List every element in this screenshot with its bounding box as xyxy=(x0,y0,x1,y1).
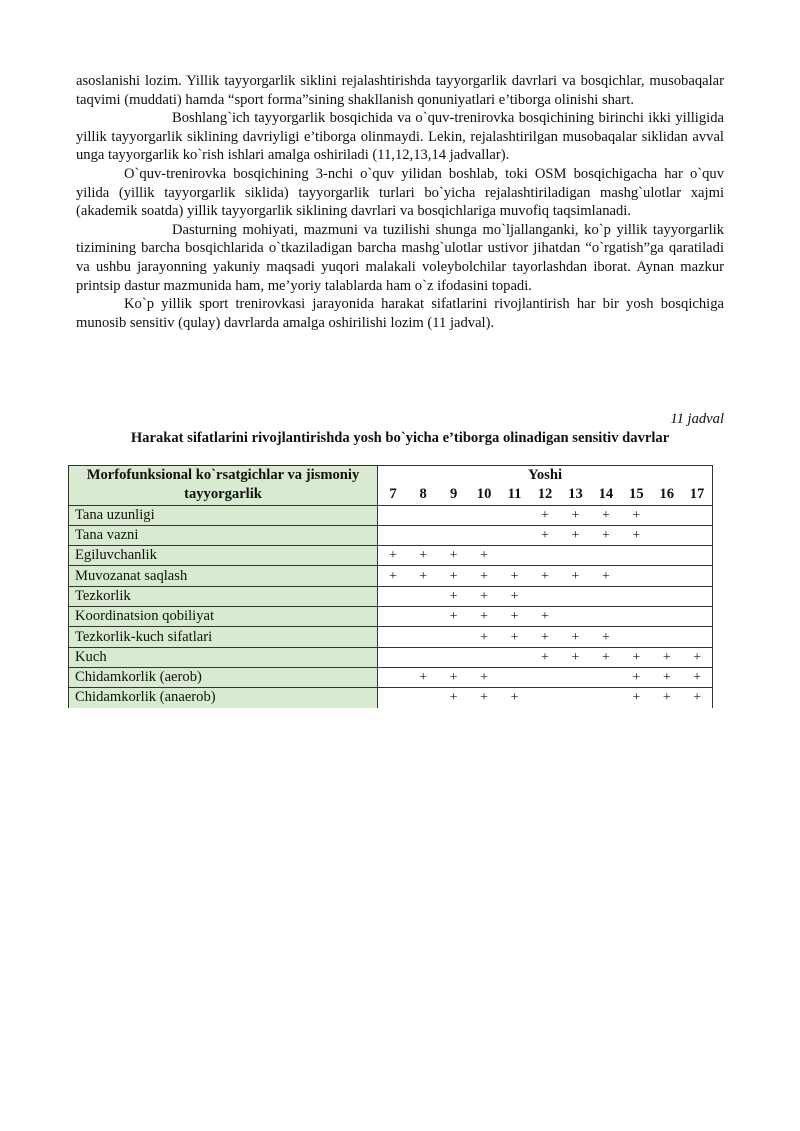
mark-cell xyxy=(682,586,712,606)
mark-cell xyxy=(591,688,621,708)
mark-cell xyxy=(469,525,499,545)
row-label: Tana uzunligi xyxy=(69,505,378,525)
mark-cell xyxy=(408,586,438,606)
mark-cell: + xyxy=(530,647,560,667)
mark-cell xyxy=(378,647,408,667)
mark-cell xyxy=(408,627,438,647)
mark-cell xyxy=(682,546,712,566)
mark-cell xyxy=(652,505,682,525)
row-label: Muvozanat saqlash xyxy=(69,566,378,586)
row-label: Chidamkorlik (anaerob) xyxy=(69,688,378,708)
mark-cell: + xyxy=(621,505,651,525)
mark-cell xyxy=(682,566,712,586)
table-row xyxy=(69,667,713,687)
mark-cell: + xyxy=(591,647,621,667)
mark-cell xyxy=(499,505,529,525)
row-label: Koordinatsion qobiliyat xyxy=(69,607,378,627)
mark-cell xyxy=(621,586,651,606)
age-col-16: 16 xyxy=(652,485,682,505)
mark-cell: + xyxy=(652,647,682,667)
mark-cell: + xyxy=(438,607,468,627)
mark-cell: + xyxy=(530,627,560,647)
table-row xyxy=(69,546,713,566)
paragraph-3: O`quv-trenirovka bosqichining 3-nchi o`quv yilidan boshlab, toki OSM bosqichigacha har o`quv yilida (yillik tayyorgarlik siklida) tayyorgarlik turlari bo`yicha rejalashtiriladigan mashg`ulotlar xajmi (akademik soatda) yillik tayyorgarlik siklining davrlari va bosqichlariga muvofiq taqsimlanadi. xyxy=(76,165,724,220)
paragraph-5: Ko`p yillik sport trenirovkasi jarayonida harakat sifatlarini rivojlantirish har bir yosh bosqichiga munosib sensitiv (qulay) davrlarda amalga oshirilishi lozim (11 jadval). xyxy=(76,296,724,331)
mark-cell: + xyxy=(560,566,590,586)
mark-cell xyxy=(591,586,621,606)
mark-cell: + xyxy=(530,505,560,525)
mark-cell: + xyxy=(560,627,590,647)
mark-cell xyxy=(560,546,590,566)
mark-cell: + xyxy=(438,667,468,687)
mark-cell: + xyxy=(652,667,682,687)
mark-cell xyxy=(408,607,438,627)
mark-cell xyxy=(682,525,712,545)
age-col-8: 8 xyxy=(408,485,438,505)
criteria-header: Morfofunksional ko`rsatgichlar va jismoniy tayyorgarlik xyxy=(69,466,378,506)
mark-cell: + xyxy=(469,667,499,687)
mark-cell xyxy=(682,505,712,525)
mark-cell: + xyxy=(438,546,468,566)
body-text xyxy=(76,72,724,332)
mark-cell: + xyxy=(682,688,712,708)
age-col-10: 10 xyxy=(469,485,499,505)
age-col-7: 7 xyxy=(378,485,408,505)
mark-cell xyxy=(438,505,468,525)
table-title: Harakat sifatlarini rivojlantirishda yosh bo`yicha e’tiborga olinadigan sensitiv davrlar xyxy=(130,430,670,446)
mark-cell: + xyxy=(530,525,560,545)
mark-cell: + xyxy=(499,627,529,647)
mark-cell xyxy=(652,566,682,586)
age-col-13: 13 xyxy=(560,485,590,505)
mark-cell: + xyxy=(591,627,621,647)
mark-cell: + xyxy=(469,546,499,566)
mark-cell: + xyxy=(469,566,499,586)
mark-cell: + xyxy=(378,546,408,566)
mark-cell: + xyxy=(469,586,499,606)
mark-cell xyxy=(499,525,529,545)
paragraph-2: Boshlang`ich tayyorgarlik bosqichida va o`quv-trenirovka bosqichining birinchi ikki yilligida yillik tayyorgarlik siklining davriyligi e’tiborga olinmaydi. Lekin, rejalashtirilgan musobaqalar siklidan avval unga tayyorgarlik ko`rish ishlari amalga oshiriladi (11,12,13,14 jadvallar). xyxy=(76,110,724,164)
mark-cell: + xyxy=(682,647,712,667)
mark-cell xyxy=(499,647,529,667)
mark-cell: + xyxy=(621,647,651,667)
table-row xyxy=(69,566,713,586)
mark-cell xyxy=(378,627,408,647)
age-col-12: 12 xyxy=(530,485,560,505)
mark-cell: + xyxy=(408,667,438,687)
mark-cell xyxy=(621,627,651,647)
mark-cell: + xyxy=(378,566,408,586)
mark-cell: + xyxy=(530,607,560,627)
mark-cell xyxy=(499,667,529,687)
mark-cell xyxy=(438,647,468,667)
paragraph-4: Dasturning mohiyati, mazmuni va tuzilishi shunga mo`ljallanganki, ko`p yillik tayyorgarlik tizimining barcha bosqichlarida o`tkaziladigan barcha mashg`ulotlar ustivor jihatdan “o`rgatish”ga qaratiladi va ushbu jarayonning yakuniy maqsadi yuqori malakali voleybolchilar tayorlashdan iborat. Aynan mazkur printsip dastur mazmunida ham, me’yoriy talablarda ham o`z ifodasini topadi. xyxy=(76,221,724,294)
row-label: Tana vazni xyxy=(69,525,378,545)
mark-cell xyxy=(469,505,499,525)
mark-cell: + xyxy=(438,586,468,606)
mark-cell: + xyxy=(408,566,438,586)
mark-cell xyxy=(378,525,408,545)
mark-cell xyxy=(652,586,682,606)
mark-cell xyxy=(408,647,438,667)
mark-cell xyxy=(652,525,682,545)
mark-cell: + xyxy=(480,690,489,706)
mark-cell xyxy=(408,525,438,545)
mark-cell xyxy=(530,546,560,566)
sensitive-periods-table xyxy=(68,465,713,708)
mark-cell xyxy=(621,566,651,586)
mark-cell xyxy=(438,525,468,545)
table-row xyxy=(69,525,713,545)
age-col-14: 14 xyxy=(591,485,621,505)
mark-cell: + xyxy=(560,647,590,667)
mark-cell xyxy=(378,607,408,627)
table-body xyxy=(69,505,713,707)
mark-cell xyxy=(591,607,621,627)
table-header-row xyxy=(69,466,713,486)
mark-cell xyxy=(560,667,590,687)
mark-cell xyxy=(682,627,712,647)
mark-cell: + xyxy=(530,566,560,586)
age-col-17: 17 xyxy=(682,485,712,505)
table-row xyxy=(69,647,713,667)
mark-cell xyxy=(560,607,590,627)
mark-cell xyxy=(408,505,438,525)
row-label: Tezkorlik-kuch sifatlari xyxy=(69,627,378,647)
row-label: Kuch xyxy=(69,647,378,667)
mark-cell xyxy=(591,546,621,566)
mark-cell: + xyxy=(408,546,438,566)
age-header: Yoshi xyxy=(378,466,713,486)
mark-cell xyxy=(652,607,682,627)
mark-cell xyxy=(652,546,682,566)
mark-cell xyxy=(378,667,408,687)
mark-cell: + xyxy=(560,505,590,525)
mark-cell: + xyxy=(662,690,671,706)
mark-cell xyxy=(530,586,560,606)
table-row xyxy=(69,607,713,627)
table-row xyxy=(69,505,713,525)
mark-cell: + xyxy=(469,627,499,647)
mark-cell: + xyxy=(510,690,519,706)
mark-cell: + xyxy=(621,525,651,545)
mark-cell xyxy=(378,586,408,606)
mark-cell: + xyxy=(438,566,468,586)
mark-cell: + xyxy=(591,566,621,586)
mark-cell xyxy=(682,607,712,627)
mark-cell xyxy=(408,688,438,708)
mark-cell xyxy=(652,627,682,647)
table-row xyxy=(69,586,713,606)
mark-cell: + xyxy=(499,607,529,627)
paragraph-1: asoslanishi lozim. Yillik tayyorgarlik siklini rejalashtirishda tayyorgarlik davrlari va bosqichlar, musobaqalar taqvimi (muddati) hamda “sport forma”sining shakllanish qonuniyatlari e’tiborga olinishi shart. xyxy=(76,73,724,108)
mark-cell: + xyxy=(591,525,621,545)
mark-cell xyxy=(530,667,560,687)
mark-cell xyxy=(560,688,590,708)
mark-cell xyxy=(591,667,621,687)
mark-cell xyxy=(378,688,408,708)
mark-cell: + xyxy=(499,566,529,586)
mark-cell: + xyxy=(682,667,712,687)
mark-cell: + xyxy=(560,525,590,545)
mark-cell: + xyxy=(469,607,499,627)
mark-cell: + xyxy=(591,505,621,525)
table-row xyxy=(69,627,713,647)
mark-cell xyxy=(560,586,590,606)
mark-cell xyxy=(621,607,651,627)
mark-cell xyxy=(621,546,651,566)
row-label: Chidamkorlik (aerob) xyxy=(69,667,378,687)
mark-cell xyxy=(469,647,499,667)
mark-cell: + xyxy=(621,667,651,687)
row-label: Egiluvchanlik xyxy=(69,546,378,566)
mark-cell xyxy=(499,546,529,566)
table-caption: 11 jadval xyxy=(670,411,724,427)
mark-cell xyxy=(530,688,560,708)
mark-cell: + xyxy=(632,690,641,706)
row-label: Tezkorlik xyxy=(69,586,378,606)
mark-cell xyxy=(378,505,408,525)
age-col-11: 11 xyxy=(499,485,529,505)
mark-cell xyxy=(438,627,468,647)
age-col-9: 9 xyxy=(438,485,468,505)
mark-cell: + xyxy=(449,690,458,706)
table-row xyxy=(69,688,713,708)
age-col-15: 15 xyxy=(621,485,651,505)
mark-cell: + xyxy=(499,586,529,606)
